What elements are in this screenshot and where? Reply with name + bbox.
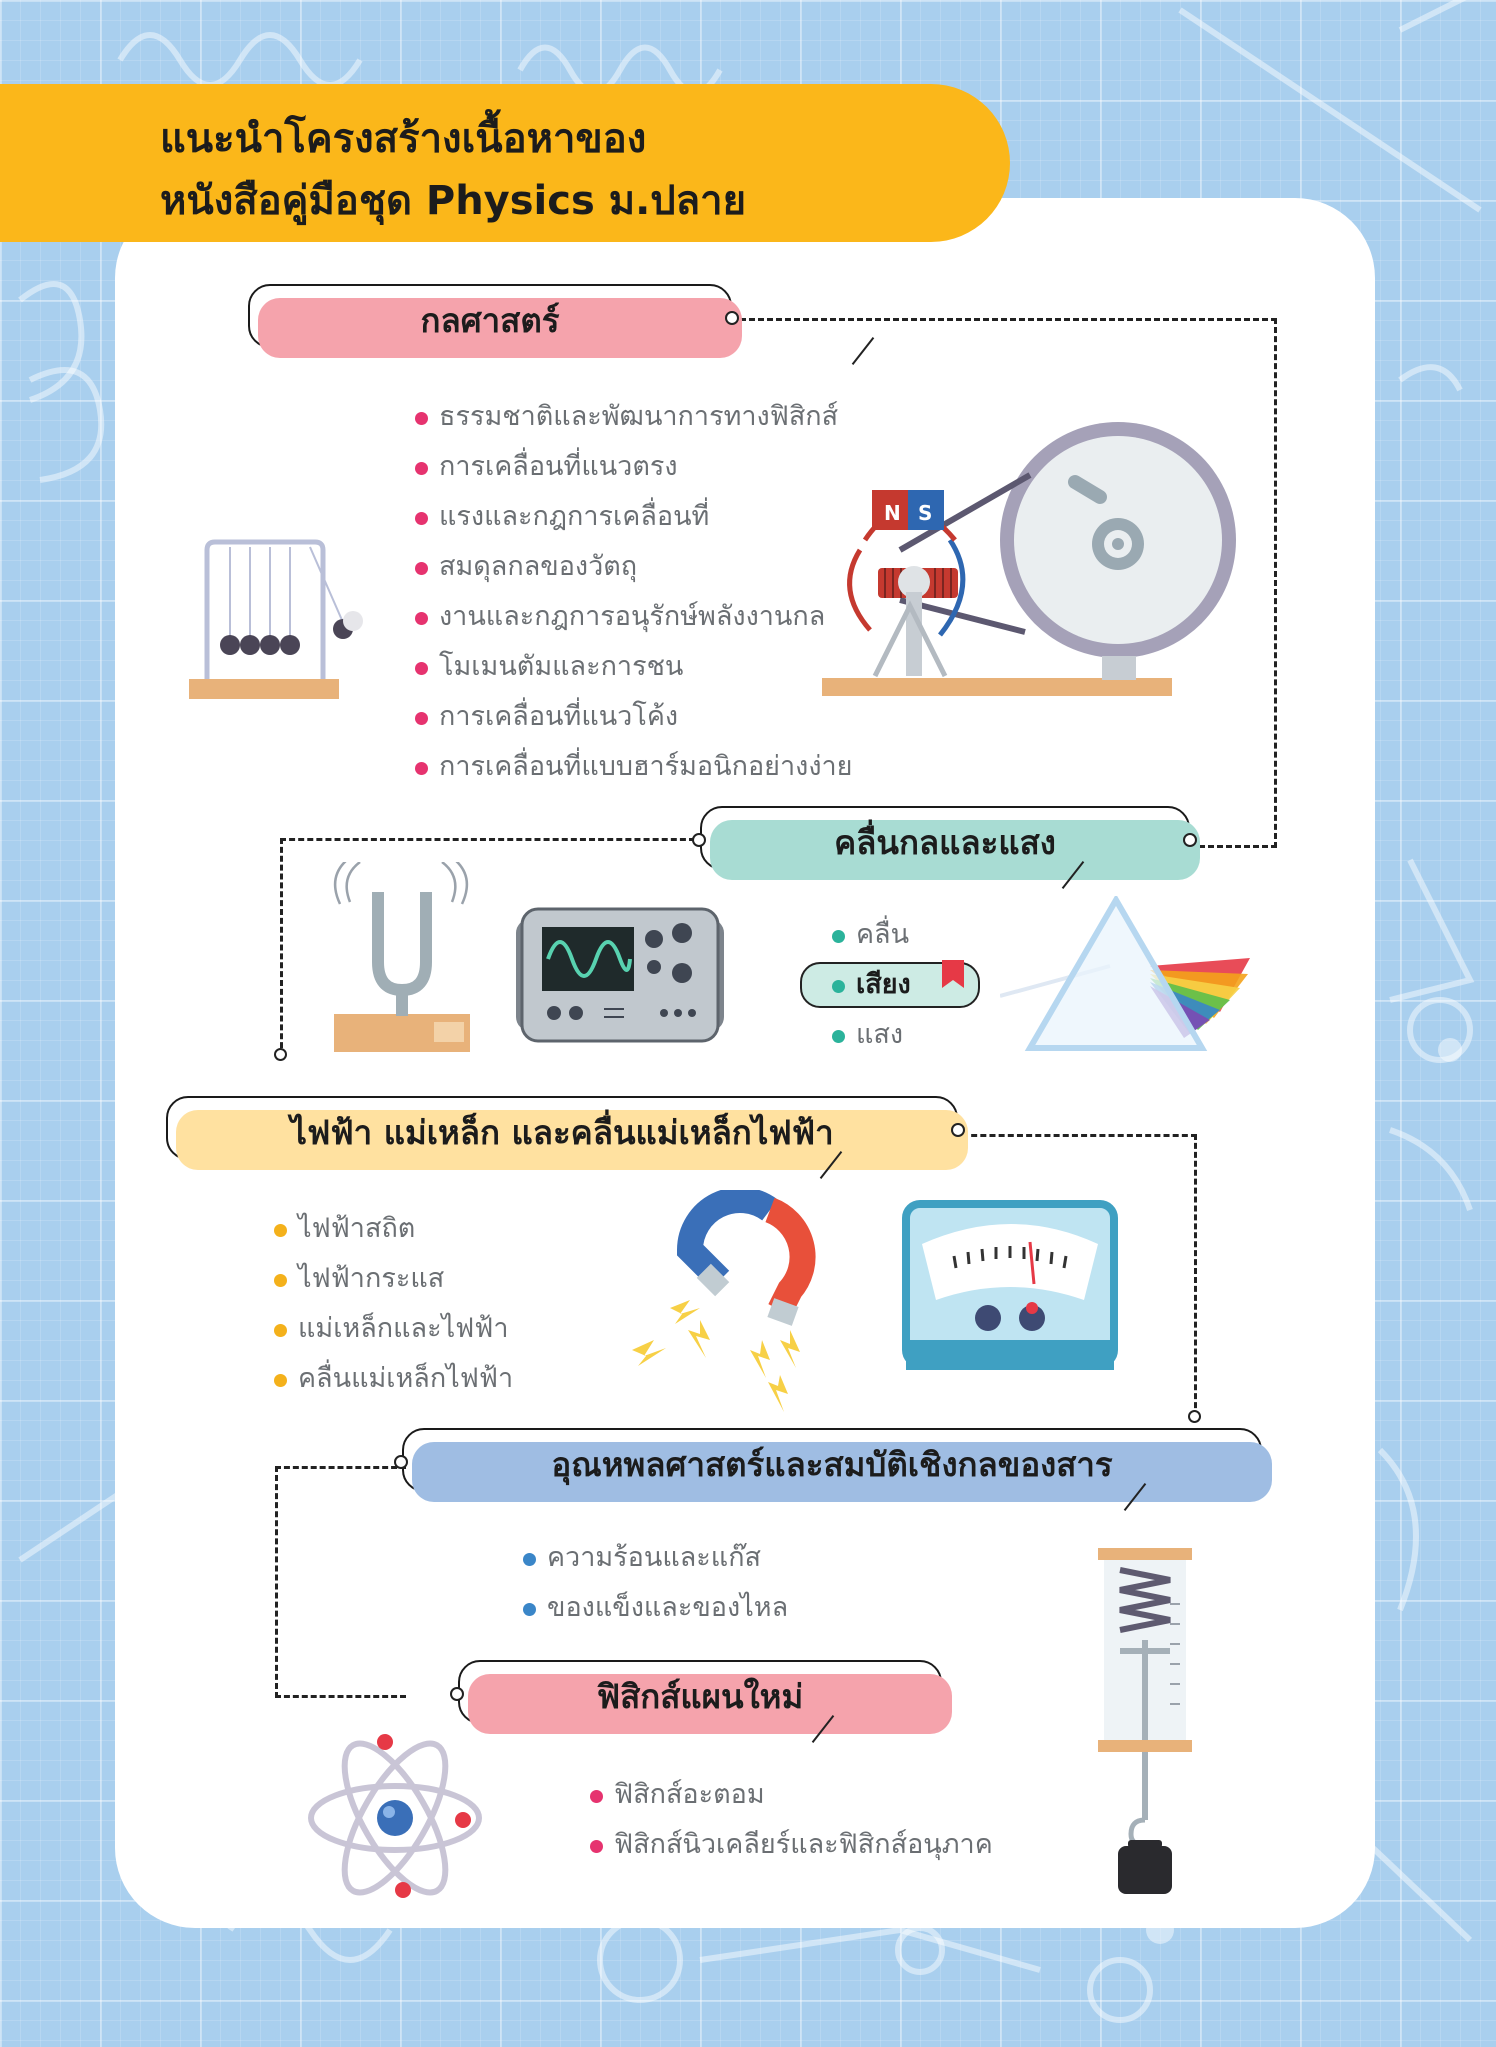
modern-header-dot <box>450 1687 464 1701</box>
modern-title: ฟิสิกส์แผนใหม่ <box>596 1677 804 1716</box>
connector-thermo-modern <box>275 1466 406 1698</box>
list-item: ของแข็งและของไหล <box>523 1583 788 1633</box>
oscilloscope-icon <box>514 905 726 1047</box>
title-banner <box>0 84 1010 242</box>
mechanics-title: กลศาสตร์ <box>420 301 560 340</box>
section-header-mechanics <box>248 284 732 348</box>
section-header-thermo <box>402 1428 1262 1492</box>
meter-icon <box>902 1200 1118 1378</box>
magnet-n-label: N <box>884 501 901 525</box>
section-header-electricity <box>166 1096 958 1160</box>
waves-title: คลื่นกลและแสง <box>834 823 1056 862</box>
electricity-list <box>274 1204 513 1404</box>
newtons-cradle-icon <box>185 535 365 705</box>
list-item: โมเมนตัมและการชน <box>415 642 853 692</box>
list-item: สมดุลกลของวัตถุ <box>415 542 853 592</box>
list-item: การเคลื่อนที่แบบฮาร์มอนิกอย่างง่าย <box>415 742 853 792</box>
list-item: ธรรมชาติและพัฒนาการทางฟิสิกส์ <box>415 392 853 442</box>
list-item: แรงและกฎการเคลื่อนที่ <box>415 492 853 542</box>
spring-scale-icon <box>1090 1544 1200 1896</box>
mechanics-header-dot <box>725 311 739 325</box>
horseshoe-magnet-icon <box>630 1190 830 1420</box>
list-item: ไฟฟ้ากระแส <box>274 1254 513 1304</box>
title-line-1: แนะนำโครงสร้างเนื้อหาของ <box>160 116 647 162</box>
thermo-header-dot <box>394 1455 408 1469</box>
list-item: คลื่นแม่เหล็กไฟฟ้า <box>274 1354 513 1404</box>
list-item: แสง <box>832 1010 911 1060</box>
list-item: การเคลื่อนที่แนวโค้ง <box>415 692 853 742</box>
waves-header-dot-left <box>692 833 706 847</box>
thermo-list <box>523 1533 788 1633</box>
connector-end-1 <box>274 1048 287 1061</box>
section-header-waves <box>700 806 1190 870</box>
connector-end-2 <box>1188 1410 1201 1423</box>
list-item: ความร้อนและแก๊ส <box>523 1533 788 1583</box>
tuning-fork-icon <box>330 862 475 1054</box>
title-line-2: หนังสือคู่มือชุด Physics ม.ปลาย <box>160 178 747 224</box>
list-item: แม่เหล็กและไฟฟ้า <box>274 1304 513 1354</box>
electricity-title: ไฟฟ้า แม่เหล็ก และคลื่นแม่เหล็กไฟฟ้า <box>290 1113 834 1152</box>
waves-header-dot-right <box>1183 833 1197 847</box>
list-item: ฟิสิกส์อะตอม <box>590 1770 993 1820</box>
section-header-modern <box>458 1660 942 1724</box>
list-item: ไฟฟ้าสถิต <box>274 1204 513 1254</box>
atom-icon <box>305 1728 485 1908</box>
list-item: ฟิสิกส์นิวเคลียร์และฟิสิกส์อนุภาค <box>590 1820 993 1870</box>
generator-icon <box>820 420 1240 702</box>
list-item-highlighted: เสียง <box>832 960 911 1010</box>
thermo-title: อุณหพลศาสตร์และสมบัติเชิงกลของสาร <box>551 1445 1113 1484</box>
waves-list <box>832 910 911 1060</box>
list-item: การเคลื่อนที่แนวตรง <box>415 442 853 492</box>
electricity-header-dot <box>951 1123 965 1137</box>
modern-list <box>590 1770 993 1870</box>
list-item: คลื่น <box>832 910 911 960</box>
list-item: งานและกฎการอนุรักษ์พลังงานกล <box>415 592 853 642</box>
mechanics-list <box>415 392 853 792</box>
prism-icon <box>1000 896 1260 1056</box>
bookmark-icon <box>940 960 966 990</box>
magnet-s-label: S <box>918 501 933 525</box>
